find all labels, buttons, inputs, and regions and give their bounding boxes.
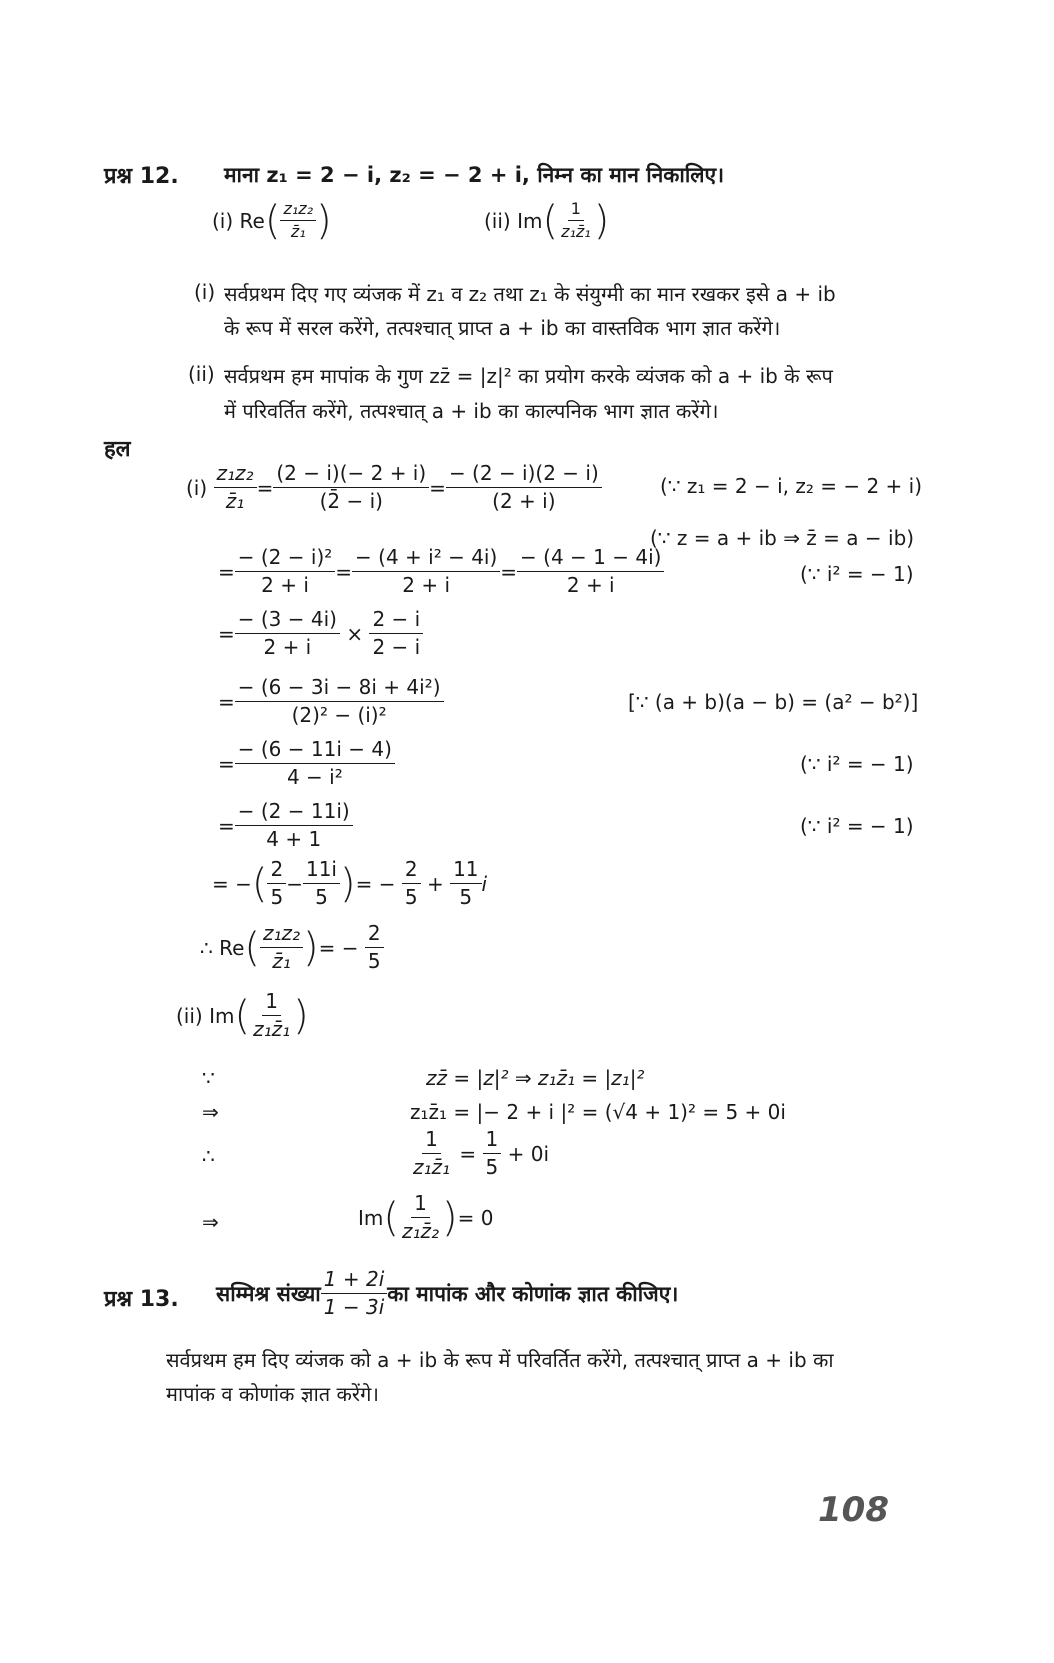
step-5-reason: (∵ i² = − 1): [800, 752, 914, 776]
hint-ii-line-2: में परिवर्तित करेंगे, तत्पश्चात् a + ib का काल्पनिक भाग ज्ञात करेंगे।: [224, 399, 719, 423]
part-ii-line-3: $\frac{1}{\text{z₁z̄₁}}$ = $\frac{1}{5}$ + 0i: [413, 1127, 550, 1179]
solution-step-6: = $\frac{- (2 - 11i)}{4 + 1}$: [218, 800, 353, 851]
solution-step-7: = − ( $\frac{2}{5}$ − $\frac{11i}{5}$ ) = − $\frac{2}{5}$ + $\frac{11}{5}$ i: [212, 857, 488, 909]
step-4-reason: [∵ (a + b)(a − b) = (a² − b²)]: [628, 690, 919, 714]
hint-i-line-1: सर्वप्रथम दिए गए व्यंजक में z₁ व z₂ तथा z₁ के संयुग्मी का मान रखकर इसे a + ib: [224, 282, 836, 306]
part-ii-fraction: $\frac{1}{\text{z₁z̄₁}}$: [561, 199, 591, 242]
hint-ii-number: (ii): [188, 362, 215, 386]
question-13-statement: सम्मिश्र संख्या $\frac{1 + 2i}{1 - 3i}$ का मापांक और कोणांक ज्ञात कीजिए।: [216, 1267, 679, 1319]
step-1b-reason: (∵ z = a + ib ⇒ z̄ = a − ib): [650, 526, 915, 550]
part-ii-line-4: Im ( $\frac{1}{\text{z₁z̄₂}}$ ) = 0: [358, 1191, 494, 1243]
hint-ii-line-1: सर्वप्रथम हम मापांक के गुण zz̄ = |z|² का प्रयोग करके व्यंजक को a + ib के रूप: [224, 364, 833, 388]
question-12-label: प्रश्न 12.: [104, 164, 179, 189]
part-ii-line-2: z₁z̄₁ = |− 2 + i |² = (√4 + 1)² = 5 + 0i: [410, 1100, 786, 1124]
part-ii-line-1: zz̄ = |z|² ⇒ z₁z̄₁ = |z₁|²: [426, 1066, 645, 1090]
solution-label: हल: [104, 437, 131, 462]
step-1-reason: (∵ z₁ = 2 − i, z₂ = − 2 + i): [660, 474, 923, 498]
part-ii-line-2-symbol: ⇒: [202, 1100, 219, 1124]
question-12-statement: माना z₁ = 2 − i, z₂ = − 2 + i, निम्न का मान निकालिए।: [224, 163, 725, 187]
part-ii-line-1-symbol: ∵: [202, 1066, 215, 1090]
question-12-part-ii: (ii) Im ( $\frac{1}{\text{z₁z̄₁}}$ ): [484, 197, 610, 244]
solution-step-5: = $\frac{- (6 - 11i - 4)}{\text{4 − i²}}$: [218, 738, 395, 789]
hint-i-line-2: के रूप में सरल करेंगे, तत्पश्चात् प्राप्त a + ib का वास्तविक भाग ज्ञात करेंगे।: [224, 316, 781, 340]
part-ii-line-3-symbol: ∴: [202, 1144, 215, 1168]
hint-i-number: (i): [194, 280, 216, 304]
part-i-fraction: $\frac{\text{z₁z₂}}{\text{z̄₁}}$: [280, 200, 316, 242]
solution-part-ii-heading: (ii) Im ( $\frac{1}{\text{z₁z̄₁}}$ ): [176, 989, 309, 1041]
solution-step-3: = $\frac{- (3 - 4i)}{2 + i}$ × $\frac{2 - i}{2 - i}$: [218, 608, 423, 659]
step-6-reason: (∵ i² = − 1): [800, 814, 914, 838]
solution-step-8: ∴ Re ( $\frac{\text{z₁z₂}}{\text{z̄₁}}$ ) = − $\frac{2}{5}$: [200, 922, 384, 973]
question-12-part-i: (i) Re ( $\frac{\text{z₁z₂}}{\text{z̄₁}}$ ): [212, 197, 332, 244]
question-13-fraction: $\frac{1 + 2i}{1 - 3i}$: [321, 1268, 387, 1319]
page-number: 108: [818, 1490, 889, 1530]
part-ii-line-4-symbol: ⇒: [202, 1210, 219, 1234]
question-13-label: प्रश्न 13.: [104, 1287, 179, 1312]
step-2-reason: (∵ i² = − 1): [800, 562, 914, 586]
part-ii-label: (ii) Im: [484, 208, 543, 233]
solution-step-4: = $\frac{\text{− (6 − 3i − 8i + 4i²)}}{\text{(2)² − (i)²}}$: [218, 676, 444, 727]
solution-step-2: = $\frac{\text{− (2 − i)²}}{2 + i}$ = $\frac{\text{− (4 + i² − 4i)}}{2 + i}$ = $\frac{- (4 - 1 - 4i)}{2 + i}$: [218, 546, 664, 597]
question-13-hint-line-1: सर्वप्रथम हम दिए व्यंजक को a + ib के रूप में परिवर्तित करेंगे, तत्पश्चात् प्राप्त a + ib का: [166, 1348, 834, 1372]
question-13-hint-line-2: मापांक व कोणांक ज्ञात करेंगे।: [166, 1382, 379, 1406]
solution-step-1: (i) $\frac{\text{z₁z₂}}{\text{z̄₁}}$ = $\frac{(2 - i)(- 2 + i)}{(2̄ - i)}$ = $\frac{- (2 - i)(2 - i)}{(2 + i)}$: [186, 462, 602, 513]
part-i-label: (i) Re: [212, 208, 265, 233]
